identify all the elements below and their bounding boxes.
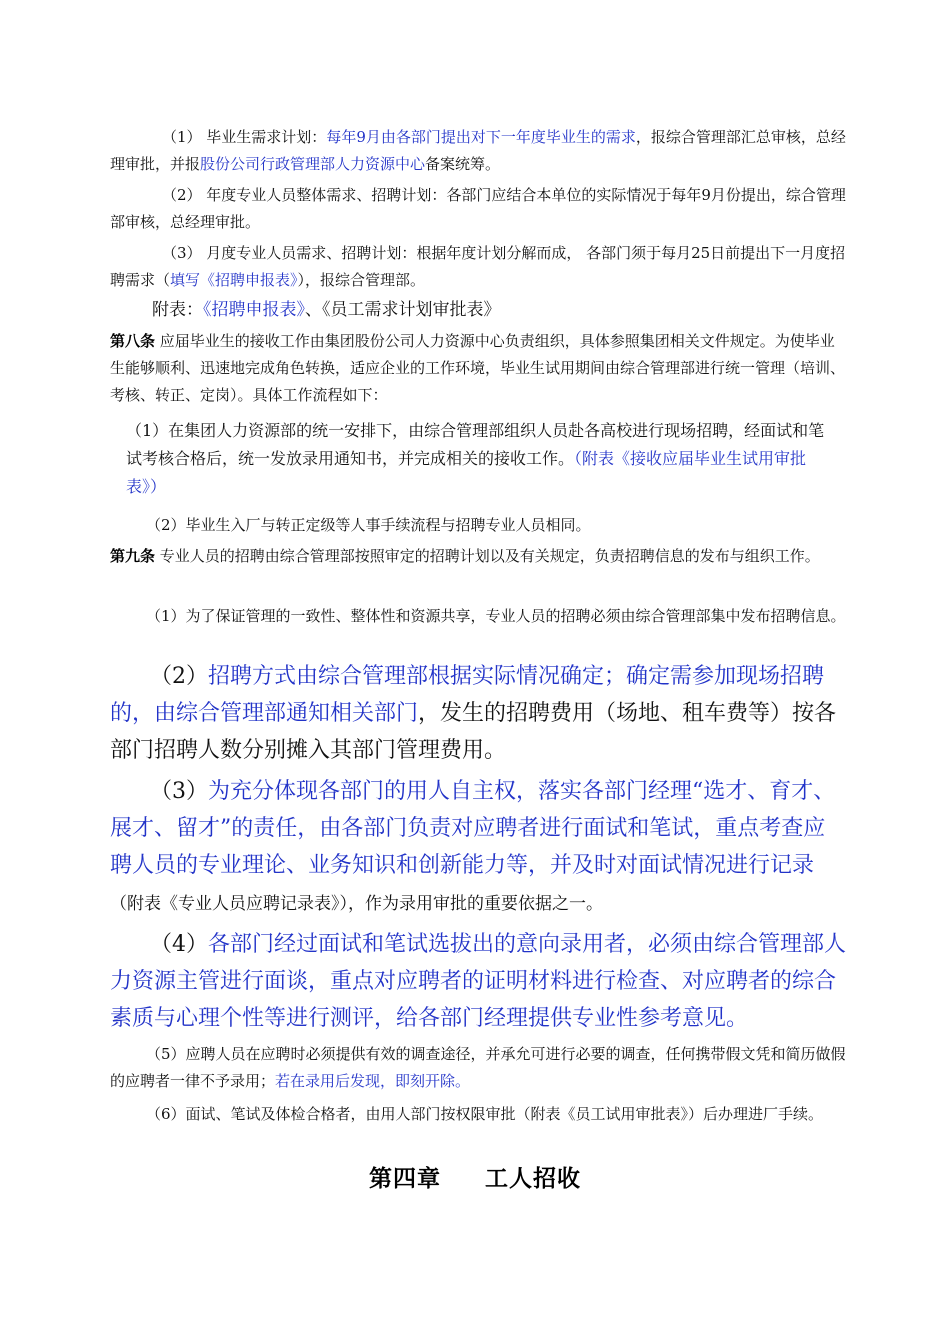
text-run: （1） 毕业生需求计划： bbox=[162, 128, 327, 146]
text-run: （1）为了保证管理的一致性、整体性和资源共享，专业人员的招聘必须由综合管理部集中发布招聘信息。 bbox=[146, 607, 846, 625]
text-run: 、《员工需求计划审批表》 bbox=[305, 300, 501, 320]
highlight-text: 股份公司行政管理部人力资源中心 bbox=[200, 155, 426, 173]
text-run: （6）面试、笔试及体检合格者，由用人部门按权限审批（附表《员工试用审批表》）后办理进厂手续。 bbox=[146, 1105, 824, 1123]
highlight-text: 填写《招聘申报表》 bbox=[170, 271, 298, 289]
article-9-item-1 bbox=[110, 603, 846, 630]
text-run: ），报综合管理部。 bbox=[297, 271, 426, 289]
article-9 bbox=[110, 543, 846, 570]
article-9-item-3 bbox=[110, 773, 846, 923]
text-run: （3） bbox=[150, 779, 208, 804]
highlight-text: 每年9月由各部门提出对下一年度毕业生的需求 bbox=[326, 128, 636, 146]
highlight-text: 为充分体现各部门的用人自主权，落实各部门经理“选才、育才、展才、留才”的责任，由各部门负责对应聘者进行面试和笔试，重点考查应聘人员的专业理论、业务知识和创新能力等，并及时对面试情况进行记录 bbox=[110, 779, 836, 878]
text-run: （1）在集团人力资源部的统一安排下，由综合管理部组织人员赴各高校进行现场招聘，经面试和笔试考核合格后，统一发放录用通知书，并完成相关的接收工作。 bbox=[126, 421, 825, 468]
highlight-text: 《招聘申报表》 bbox=[203, 300, 305, 320]
chapter-title bbox=[0, 1160, 950, 1193]
article-9-item-4 bbox=[110, 926, 846, 1037]
article-label: 第九条 bbox=[110, 547, 156, 565]
chapter-number: 第四章 bbox=[369, 1165, 441, 1192]
article-9-item-2 bbox=[110, 658, 846, 769]
text-run: （5）应聘人员在应聘时必须提供有效的调查途径，并承允可进行必要的调查，任何携带假文凭和简历做假的应聘者一律不予录用； bbox=[110, 1045, 846, 1090]
text-run: （2）毕业生入厂与转正定级等人事手续流程与招聘专业人员相同。 bbox=[146, 516, 591, 534]
paragraph-annual-plan bbox=[110, 182, 846, 236]
text-run: （附表《专业人员应聘记录表》），作为录用审批的重要依据之一。 bbox=[110, 894, 603, 914]
highlight-text: 招聘方式由综合管理部根据实际情况确定；确定需参加现场招聘的，由综合管理部通知相关部门 bbox=[110, 664, 825, 726]
text-run: 备案统筹。 bbox=[425, 155, 501, 173]
article-8-item-1 bbox=[126, 417, 838, 501]
highlight-text: （附表《接收应届毕业生试用审批表》） bbox=[126, 449, 807, 496]
text-run: 专业人员的招聘由综合管理部按照审定的招聘计划以及有关规定，负责招聘信息的发布与组织工作。 bbox=[155, 547, 820, 565]
text-run: 附表： bbox=[152, 300, 203, 320]
chapter-name: 工人招收 bbox=[485, 1165, 581, 1192]
paragraph-graduate-demand-plan bbox=[110, 124, 846, 178]
article-label: 第八条 bbox=[110, 332, 156, 350]
text-run: （2） 年度专业人员整体需求、招聘计划：各部门应结合本单位的实际情况于每年9月份提出，综合管理部审核，总经理审批。 bbox=[110, 186, 846, 231]
text-run: （3） 月度专业人员需求、招聘计划：根据年度计划分解而成， 各部门须于每月25日前提出下一月度招聘需求（ bbox=[110, 244, 846, 289]
article-9-item-5 bbox=[110, 1041, 846, 1095]
paragraph-attachments bbox=[110, 296, 846, 324]
highlight-text: 若在录用后发现，即刻开除。 bbox=[275, 1072, 471, 1090]
article-8 bbox=[110, 328, 846, 409]
article-8-item-2 bbox=[110, 512, 846, 539]
text-run: ，发生的招聘费用（场地、租车费等）按各部门招聘人数分别摊入其部门管理费用。 bbox=[110, 701, 837, 763]
text-run: （2） bbox=[150, 664, 208, 689]
text-run: （4） bbox=[150, 932, 208, 957]
text-run: ，报综合管理部汇总审核，总经理审批，并报 bbox=[110, 128, 846, 173]
text-run: 应届毕业生的接收工作由集团股份公司人力资源中心负责组织，具体参照集团相关文件规定。为使毕业生能够顺利、迅速地完成角色转换，适应企业的工作环境，毕业生试用期间由综合管理部进行统一管理（培训、考核、转正、定岗）。具体工作流程如下： bbox=[110, 332, 846, 404]
paragraph-monthly-plan bbox=[110, 240, 846, 294]
highlight-text: 各部门经过面试和笔试选拔出的意向录用者，必须由综合管理部人力资源主管进行面谈，重点对应聘者的证明材料进行检查、对应聘者的综合素质与心理个性等进行测评，给各部门经理提供专业性参考意见。 bbox=[110, 932, 847, 1031]
article-9-item-6 bbox=[110, 1101, 846, 1128]
